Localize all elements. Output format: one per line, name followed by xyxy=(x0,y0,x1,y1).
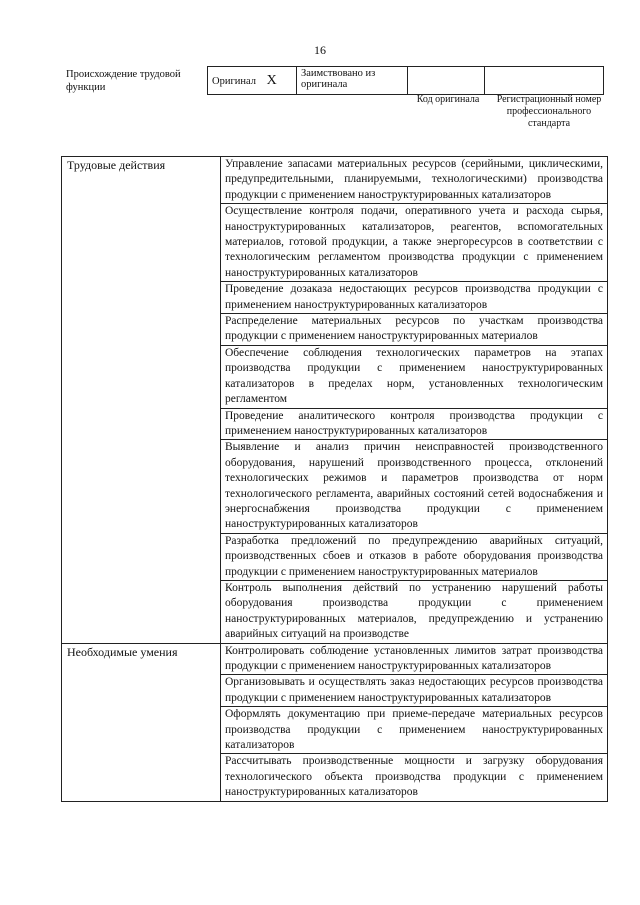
origin-code-caption: Код оригинала xyxy=(416,94,480,105)
origin-original-label: Оригинал xyxy=(212,75,256,87)
table-cell-skill: Контролировать соблюдение установленных лимитов затрат производства продукции с применением наноструктурированных катализаторов xyxy=(221,643,608,675)
table-cell-skill: Организовывать и осуществлять заказ недостающих ресурсов производства продукции с применением наноструктурированных катализаторов xyxy=(221,675,608,707)
origin-original-cell xyxy=(208,67,297,95)
table-cell-action: Осуществление контроля подачи, оперативного учета и расхода сырья, наноструктурированных катализаторов, реагентов, вспомогательных материалов, готовой продукции, а также энергоресурсов в соответствии с технологическим регламентом производства продукции с применением наноструктурированных катализаторов xyxy=(221,204,608,282)
table-row xyxy=(62,643,608,675)
table-cell-action: Управление запасами материальных ресурсов (серийными, циклическими, предупредительными, планируемыми, технологическими) производства продукции с применением наноструктурированных катализаторов xyxy=(221,157,608,204)
table-cell-skill: Рассчитывать производственные мощности и загрузку оборудования технологического объекта производства продукции с применением наноструктурированных катализаторов xyxy=(221,754,608,801)
table-cell-action: Разработка предложений по предупреждению аварийных ситуаций, производственных сбоев и отказов в работе оборудования производства продукции с применением наноструктурированных материалов xyxy=(221,533,608,580)
origin-reg-caption: Регистрационный номер профессионального стандарта xyxy=(496,94,602,129)
page-number: 16 xyxy=(314,43,326,57)
table-cell-action: Выявление и анализ причин неисправностей производственного оборудования, нарушений производственного процесса, отклонений технологических режимов и параметров производства от норм технологического регламента, аварийных состояний сетей водоснабжения и энергоснабжения производства продукции с применением наноструктурированных катализаторов xyxy=(221,440,608,533)
table-row xyxy=(62,157,608,204)
origin-table xyxy=(207,66,604,95)
section-title-skills: Необходимые умения xyxy=(62,643,221,801)
table-cell-action: Контроль выполнения действий по устранению нарушений работы оборудования производства продукции с применением наноструктурированных материалов, предупреждению и устранению аварийных ситуаций на производстве xyxy=(221,580,608,643)
origin-label: Происхождение трудовой функции xyxy=(66,69,181,93)
origin-reg-cell xyxy=(485,67,604,95)
section-title-actions: Трудовые действия xyxy=(62,157,221,644)
origin-original-mark: X xyxy=(266,72,277,88)
origin-borrowed-cell: Заимствовано из оригинала xyxy=(297,67,408,95)
function-table xyxy=(61,156,608,802)
table-cell-action: Проведение дозаказа недостающих ресурсов производства продукции с применением наноструктурированных катализаторов xyxy=(221,282,608,314)
origin-code-cell xyxy=(408,67,485,95)
table-cell-action: Распределение материальных ресурсов по участкам производства продукции с применением наноструктурированных материалов xyxy=(221,314,608,346)
table-cell-skill: Оформлять документацию при приеме-передаче материальных ресурсов производства продукции с применением наноструктурированных катализаторов xyxy=(221,707,608,754)
table-cell-action: Обеспечение соблюдения технологических параметров на этапах производства продукции с применением наноструктурированных катализаторов в пределах норм, установленных технологическим регламентом xyxy=(221,345,608,408)
table-cell-action: Проведение аналитического контроля производства продукции с применением наноструктурированных катализаторов xyxy=(221,408,608,440)
